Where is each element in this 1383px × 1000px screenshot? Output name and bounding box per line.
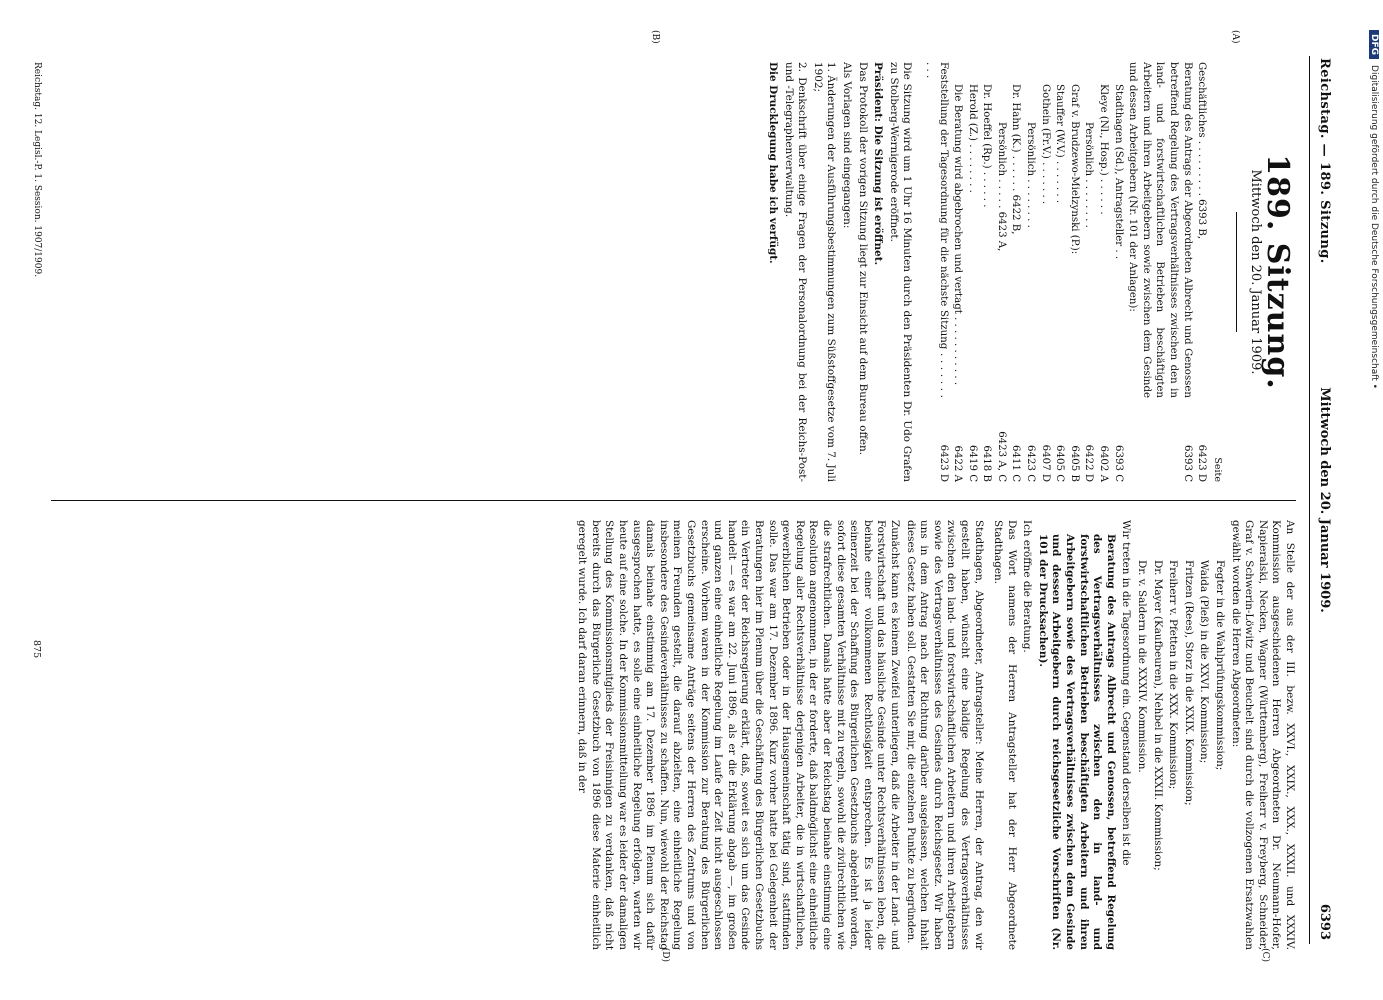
toc-page-ref: 6423 D <box>937 444 949 482</box>
seite-label: Seite <box>1211 457 1223 482</box>
running-header-left: Reichstag. — 189. Sitzung. <box>1317 58 1332 264</box>
body-paragraph: Fegter in die Wahlprüfungskommission; <box>1214 560 1227 771</box>
toc-entry: Kleye (Nl., Hosp.) . . . . . . <box>1098 84 1110 215</box>
header-rule <box>1309 56 1310 944</box>
digitization-note <box>1361 30 1381 990</box>
toc-row <box>1095 62 1110 482</box>
toc-entry: Gothein (Fr.V.) . . . . . . . <box>1039 84 1051 205</box>
body-paragraph: Ich eröffne die Beratung. <box>1021 520 1034 653</box>
title-divider <box>1236 212 1237 332</box>
toc-row <box>1081 62 1096 482</box>
body-paragraph: An Stelle der aus der III. bezw. XXVI., XXIX., XXX., XXXII. und XXXIV. Kommission ausgeschiedenen Herren Abgeordneten Dr. Neumann-Hofer, Napieralski, Necken, Wagner (Württemberg), Freiherr v. Freyberg, Schneider, Graf v. Schwerin-Löwitz und Beuchelt sind durch die vollzogenen Ersatzwahlen gewählt worden die Herren Abgeordneten: <box>1229 520 1296 950</box>
digitization-credit: Digitalisierung gefördert durch die Deutsche Forschungsgemeinschaft • <box>1369 65 1379 389</box>
toc-row <box>1008 62 1023 482</box>
margin-letter-a: (A) <box>1230 30 1240 44</box>
toc-entry: Graf v. Brudzewo-Mielzynski (P.): <box>1068 84 1080 255</box>
toc-entry: Persönlich . . . . . 6423 A, <box>995 122 1007 252</box>
proceedings-paragraph: Präsident: Die Sitzung ist eröffnet. <box>872 62 885 266</box>
toc-page-ref: 6411 C <box>1010 445 1022 482</box>
toc-row <box>1037 62 1052 482</box>
toc-page-ref: 6423 A, C <box>995 431 1007 482</box>
toc-page-ref: 6419 C <box>966 445 978 482</box>
toc-page-ref: 6418 B <box>981 445 993 482</box>
toc-row <box>1066 62 1081 482</box>
session-date: Mittwoch den 20. Januar 1909. <box>1248 169 1264 375</box>
body-paragraph: Beratung des Antrags Albrecht und Genossen, betreffend Regelung des Vertragsverhältnisses zwischen den in land- und forstwirtschaftlichen Betrieben beschäftigten Arbeitern und ihren Arbeitgebern sowie des Vertragsverhältnisses zwischen dem Gesinde und dessen Arbeitgebern durch reichsgesetzliche Vorschriften (Nr. 101 der Drucksachen). <box>1036 534 1117 950</box>
toc-row <box>1125 62 1194 482</box>
right-column <box>573 520 1296 950</box>
body-paragraph: Das Wort namens der Herren Antragsteller hat der Herr Abgeordnete Stadthagen. <box>992 520 1018 950</box>
proceedings <box>765 62 913 482</box>
body-paragraph: Waida (Pleß) in die XXVI. Kommission; <box>1198 560 1211 764</box>
toc-page-ref: 6407 D <box>1039 444 1051 482</box>
toc-row <box>964 62 979 482</box>
dfg-badge: DFG <box>1369 30 1379 59</box>
toc-row <box>1052 62 1067 482</box>
running-header-center: Mittwoch den 20. Januar 1909. <box>1317 387 1332 613</box>
margin-letter-b: (B) <box>650 30 660 44</box>
body-paragraph: Dr. v. Saldern in die XXXIV. Kommission. <box>1136 560 1149 773</box>
session-title: 189. Sitzung. <box>1260 154 1295 390</box>
table-of-contents <box>921 62 1208 482</box>
toc-page-ref: 6405 C <box>1054 445 1066 482</box>
toc-page-ref: 6423 D <box>1196 444 1208 482</box>
proceedings-paragraph: 2. Denkschrift über einige Fragen der Personalordnung bei der Reichs-Post- und -Telegraphenverwaltung. <box>782 62 809 482</box>
toc-entry: Geschäftliches . . . . . . . . . 6393 B, <box>1196 62 1208 240</box>
toc-entry: Stadthagen (Sd.), Antragsteller . . <box>1112 84 1124 260</box>
toc-row <box>1194 62 1209 482</box>
left-column <box>763 62 1296 482</box>
toc-entry: Dr. Hoeffel (Rp.) . . . . . . <box>981 84 993 208</box>
body-paragraph: Fritzen (Rees), Storz in die XXIX. Kommission; <box>1182 560 1195 806</box>
toc-page-ref: 6405 B <box>1068 445 1080 482</box>
toc-page-ref: 6393 C <box>1112 445 1124 482</box>
toc-entry: Herold (Z.) . . . . . . . . <box>966 84 978 193</box>
body-paragraph: Freiherr v. Pfetten in die XXX. Kommission; <box>1167 560 1180 790</box>
body-paragraph: Stadthagen, Abgeordneter, Antragsteller: Meine Herren, der Antrag, den wir gestellt haben, wünscht eine baldige Regelung des Vertragsverhältnisses zwischen den land- und forstwirtschaftlichen Arbeitern und ihren Arbeitgebern sowie des Vertragsverhältnisses des Gesindes durch Reichsgesetz. Wir haben uns in dem Antrag nach der Richtung darüber ausgelassen, welchen Inhalt dieses Gesetz haben soll. Gestatten Sie mir, die einzelnen Punkte zu begründen. <box>904 520 985 950</box>
toc-page-ref: 6422 A <box>952 445 964 482</box>
signature-mark: 875 <box>31 640 42 659</box>
toc-row <box>950 62 965 482</box>
toc-entry: Beratung des Antrags der Abgeordneten Albrecht und Genossen betreffend Regelung des Vertragsverhältnisses zwischen den in land- und forstwirtschaftlichen Betrieben beschäftigten Arbeitern und ihren Arbeitgebern sowie zwischen dem Gesinde und dessen Arbeitgebern (Nr. 101 der Anlagen): <box>1127 62 1193 398</box>
proceedings-paragraph: Als Vorlagen sind eingegangen: <box>840 62 853 229</box>
toc-entry: Dr. Hahn (K.) . . . . . . 6422 B, <box>1010 84 1022 235</box>
toc-row <box>1023 62 1038 482</box>
toc-page-ref: 6402 A <box>1098 445 1110 482</box>
toc-page-ref: 6393 C <box>1181 445 1193 482</box>
toc-row <box>921 62 949 482</box>
toc-entry: Die Beratung wird abgebrochen und vertagt . . . . . . . . . . . <box>952 84 964 386</box>
footer-note: Reichstag. 12. Legisl.-P. 1. Session. 1907/1909. <box>32 62 42 278</box>
proceedings-paragraph: Die Drucklegung habe ich verfügt. <box>767 62 779 264</box>
margin-letter-d: (D) <box>660 947 670 962</box>
toc-row <box>979 62 994 482</box>
toc-entry: Persönlich . . . . . . . . <box>1083 122 1095 228</box>
proceedings-paragraph: Die Sitzung wird um 1 Uhr 16 Minuten durch den Präsidenten Dr. Udo Grafen zu Stolberg-Wernigerode eröffnet. <box>887 62 914 482</box>
toc-row <box>1110 62 1125 482</box>
body-paragraph: Wir treten in die Tagesordnung ein. Gegenstand derselben ist die <box>1120 520 1133 866</box>
body-paragraph: Dr. Mayer (Kaufbeuren), Nehbel in die XXXII. Kommission; <box>1151 560 1164 871</box>
toc-entry: Feststellung der Tagesordnung für die nächste Sitzung . . . . . . . . . . <box>923 62 949 398</box>
body-paragraph: Zunächst kann es keinem Zweifel unterliegen, daß die Arbeiter in der Land- und Forstwirtschaft und das häusliche Gesinde unter Rechtsverhältnissen leben, die beinahe einer vollkommenen Rechtlosigkeit entsprechen. Es ist ja leider seinerzeit bei der Schaffung des Bürgerlichen Gesetzbuchs abgelehnt worden, sofort diese gesamten Verhältnisse mit zu regeln, sowohl die zivilrechtlichen wie die strafrechtlichen. Damals hatte aber der Reichstag beinahe einstimmig eine Resolution angenommen, in der er forderte, daß baldmöglichst eine einheitliche Regelung aller Rechtsverhältnisse derjenigen Arbeiter, die in wirtschaftlichen, gewerblichen Betrieben oder in der Hausgemeinschaft tätig sind, stattfinden solle. Das war am 17. Dezember 1896. Kurz vorher hatte bei Gelegenheit der Beratungen hier im Plenum über die Geschäftung des Bürgerlichen Gesetzbuchs ein Vertreter der Reichsregierung erklärt, daß, soweit es sich um das Gesinde handelt — es war am 22. Juni 1896, als er die Erklärung abgab —, im großen und ganzen eine einheitliche Regelung im Laufe der Zeit nicht ausgeschlossen erscheine. Vorhem waren in der Kommission zur Beratung des Bürgerlichen Gesetzbuchs gemeinsame Anträge seitens der Herren des Zentrums und von meinen Freunden gestellt, die darauf abzielten, eine einheitliche Regelung insbesondere des Gesindeverhältnisses zu schaffen. Nun, wiewohl der Reichstag damals beinahe einstimmig am 17. Dezember 1896 im Plenum sich dafür ausgesprochen hatte, es solle eine einheitliche Regelung erfolgen, warten wir heute auf eine solche. In der Kommissionsmitteilung war es leider der damaligen Stellung des Kommissionsmitglieds der Freisinnigen zu verdanken, daß nicht bereits durch das Bürgerliche Gesetzbuch von 1896 diese Materie einheitlich geregelt wurde. Ich darf daran erinnern, daß in der <box>576 520 901 950</box>
toc-page-ref: 6423 C <box>1025 445 1037 482</box>
toc-row <box>993 62 1008 482</box>
toc-page-ref: 6422 D <box>1083 444 1095 482</box>
toc-entry: Persönlich . . . . . . . . <box>1025 122 1037 228</box>
margin-letter-c: (C) <box>1260 948 1270 962</box>
page-number: 6393 <box>1317 903 1332 940</box>
proceedings-paragraph: 1. Änderungen der Ausführungsbestimmungen zum Süßstoffgesetze vom 7. Juli 1902; <box>811 62 838 482</box>
column-divider <box>51 500 1296 501</box>
proceedings-paragraph: Das Protokoll der vorigen Sitzung liegt zur Einsicht auf dem Bureau offen. <box>856 62 869 456</box>
toc-entry: Stauffer (W.V.) . . . . . . . <box>1054 84 1066 204</box>
